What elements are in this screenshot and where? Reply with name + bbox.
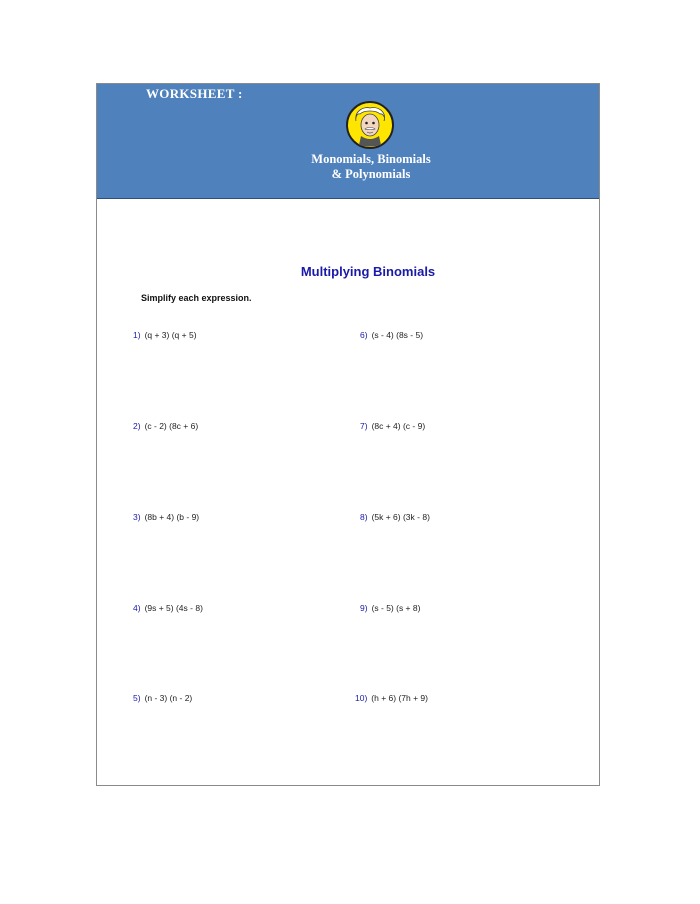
- header-banner: [97, 84, 599, 199]
- problem-expression: (s - 4) (8s - 5): [371, 330, 424, 340]
- problem-number: 5): [133, 693, 141, 703]
- problem-number: 3): [133, 512, 141, 522]
- problem-expression: (8c + 4) (c - 9): [371, 421, 426, 431]
- problem-10: [355, 693, 428, 703]
- problem-number: 10): [355, 693, 368, 703]
- problem-expression: (n - 3) (n - 2): [144, 693, 193, 703]
- problem-number: 9): [360, 603, 368, 613]
- topic-line-2: & Polynomials: [331, 167, 411, 181]
- problem-8: [360, 512, 430, 522]
- problem-2: [133, 421, 198, 431]
- problem-number: 1): [133, 330, 141, 340]
- problem-number: 4): [133, 603, 141, 613]
- problem-number: 2): [133, 421, 141, 431]
- topic-heading: [97, 152, 599, 182]
- problem-expression: (5k + 6) (3k - 8): [371, 512, 430, 522]
- worksheet-label: WORKSHEET :: [146, 86, 243, 101]
- instructions: Simplify each expression.: [141, 293, 252, 303]
- problem-number: 8): [360, 512, 368, 522]
- problem-expression: (s - 5) (s + 8): [371, 603, 421, 613]
- problem-expression: (9s + 5) (4s - 8): [144, 603, 203, 613]
- topic-line-1: Monomials, Binomials: [311, 152, 431, 166]
- problem-expression: (h + 6) (7h + 9): [371, 693, 428, 703]
- worksheet-page: [96, 83, 600, 786]
- problem-number: 7): [360, 421, 368, 431]
- problem-expression: (c - 2) (8c + 6): [144, 421, 199, 431]
- problem-5: [133, 693, 192, 703]
- problem-expression: (q + 3) (q + 5): [144, 330, 197, 340]
- problem-number: 6): [360, 330, 368, 340]
- problem-3: [133, 512, 199, 522]
- problem-6: [360, 330, 423, 340]
- worksheet-title: Multiplying Binomials: [300, 264, 436, 279]
- einstein-caricature-icon: [346, 101, 394, 149]
- problem-expression: (8b + 4) (b - 9): [144, 512, 200, 522]
- problem-7: [360, 421, 425, 431]
- problem-4: [133, 603, 203, 613]
- problem-9: [360, 603, 420, 613]
- problem-1: [133, 330, 197, 340]
